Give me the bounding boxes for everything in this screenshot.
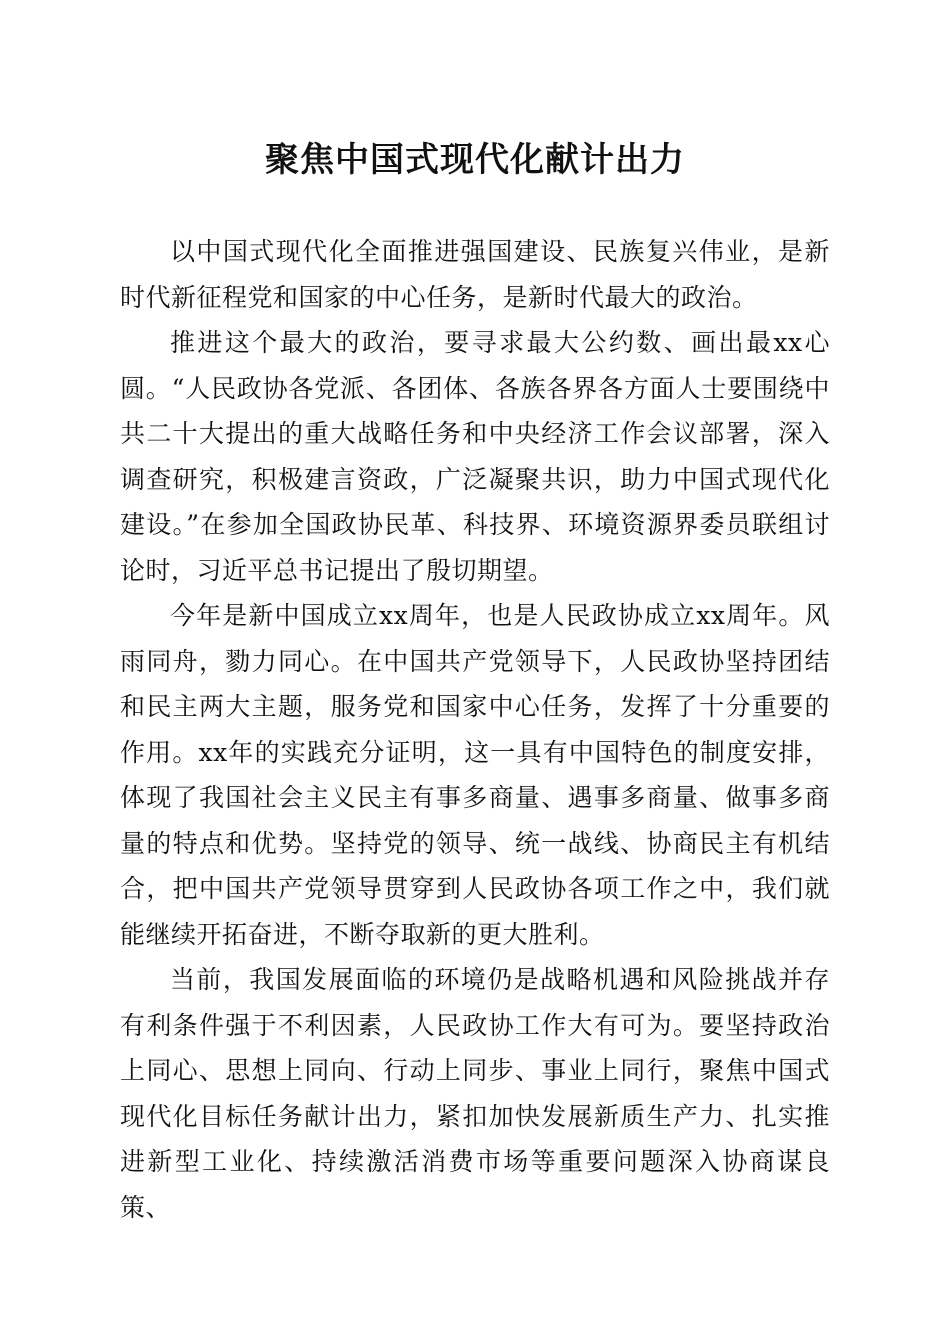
document-body bbox=[120, 229, 830, 1230]
paragraph-2: 推进这个最大的政治，要寻求最大公约数、画出最xx心圆。“人民政协各党派、各团体、各族各界各方面人士要围绕中共二十大提出的重大战略任务和中央经济工作会议部署，深入调查研究，积极建言资政，广泛凝聚共识，助力中国式现代化建设。”在参加全国政协民革、科技界、环境资源界委员联组讨论时，习近平总书记提出了殷切期望。 bbox=[120, 328, 830, 585]
paragraph-3: 今年是新中国成立xx周年，也是人民政协成立xx周年。风雨同舟，勠力同心。在中国共产党领导下，人民政协坚持团结和民主两大主题，服务党和国家中心任务，发挥了十分重要的作用。xx年的实践充分证明，这一具有中国特色的制度安排，体现了我国社会主义民主有事多商量、遇事多商量、做事多商量的特点和优势。坚持党的领导、统一战线、协商民主有机结合，把中国共产党领导贯穿到人民政协各项工作之中，我们就能继续开拓奋进，不断夺取新的更大胜利。 bbox=[120, 601, 830, 949]
document-title: 聚焦中国式现代化献计出力 bbox=[265, 140, 685, 180]
paragraph-4: 当前，我国发展面临的环境仍是战略机遇和风险挑战并存有利条件强于不利因素，人民政协工作大有可为。要坚持政治上同心、思想上同向、行动上同步、事业上同行，聚焦中国式现代化目标任务献计出力，紧扣加快发展新质生产力、扎实推进新型工业化、持续激活消费市场等重要问题深入协商谋良策、 bbox=[120, 965, 830, 1222]
paragraph-1: 以中国式现代化全面推进强国建设、民族复兴伟业，是新时代新征程党和国家的中心任务，是新时代最大的政治。 bbox=[120, 237, 830, 312]
